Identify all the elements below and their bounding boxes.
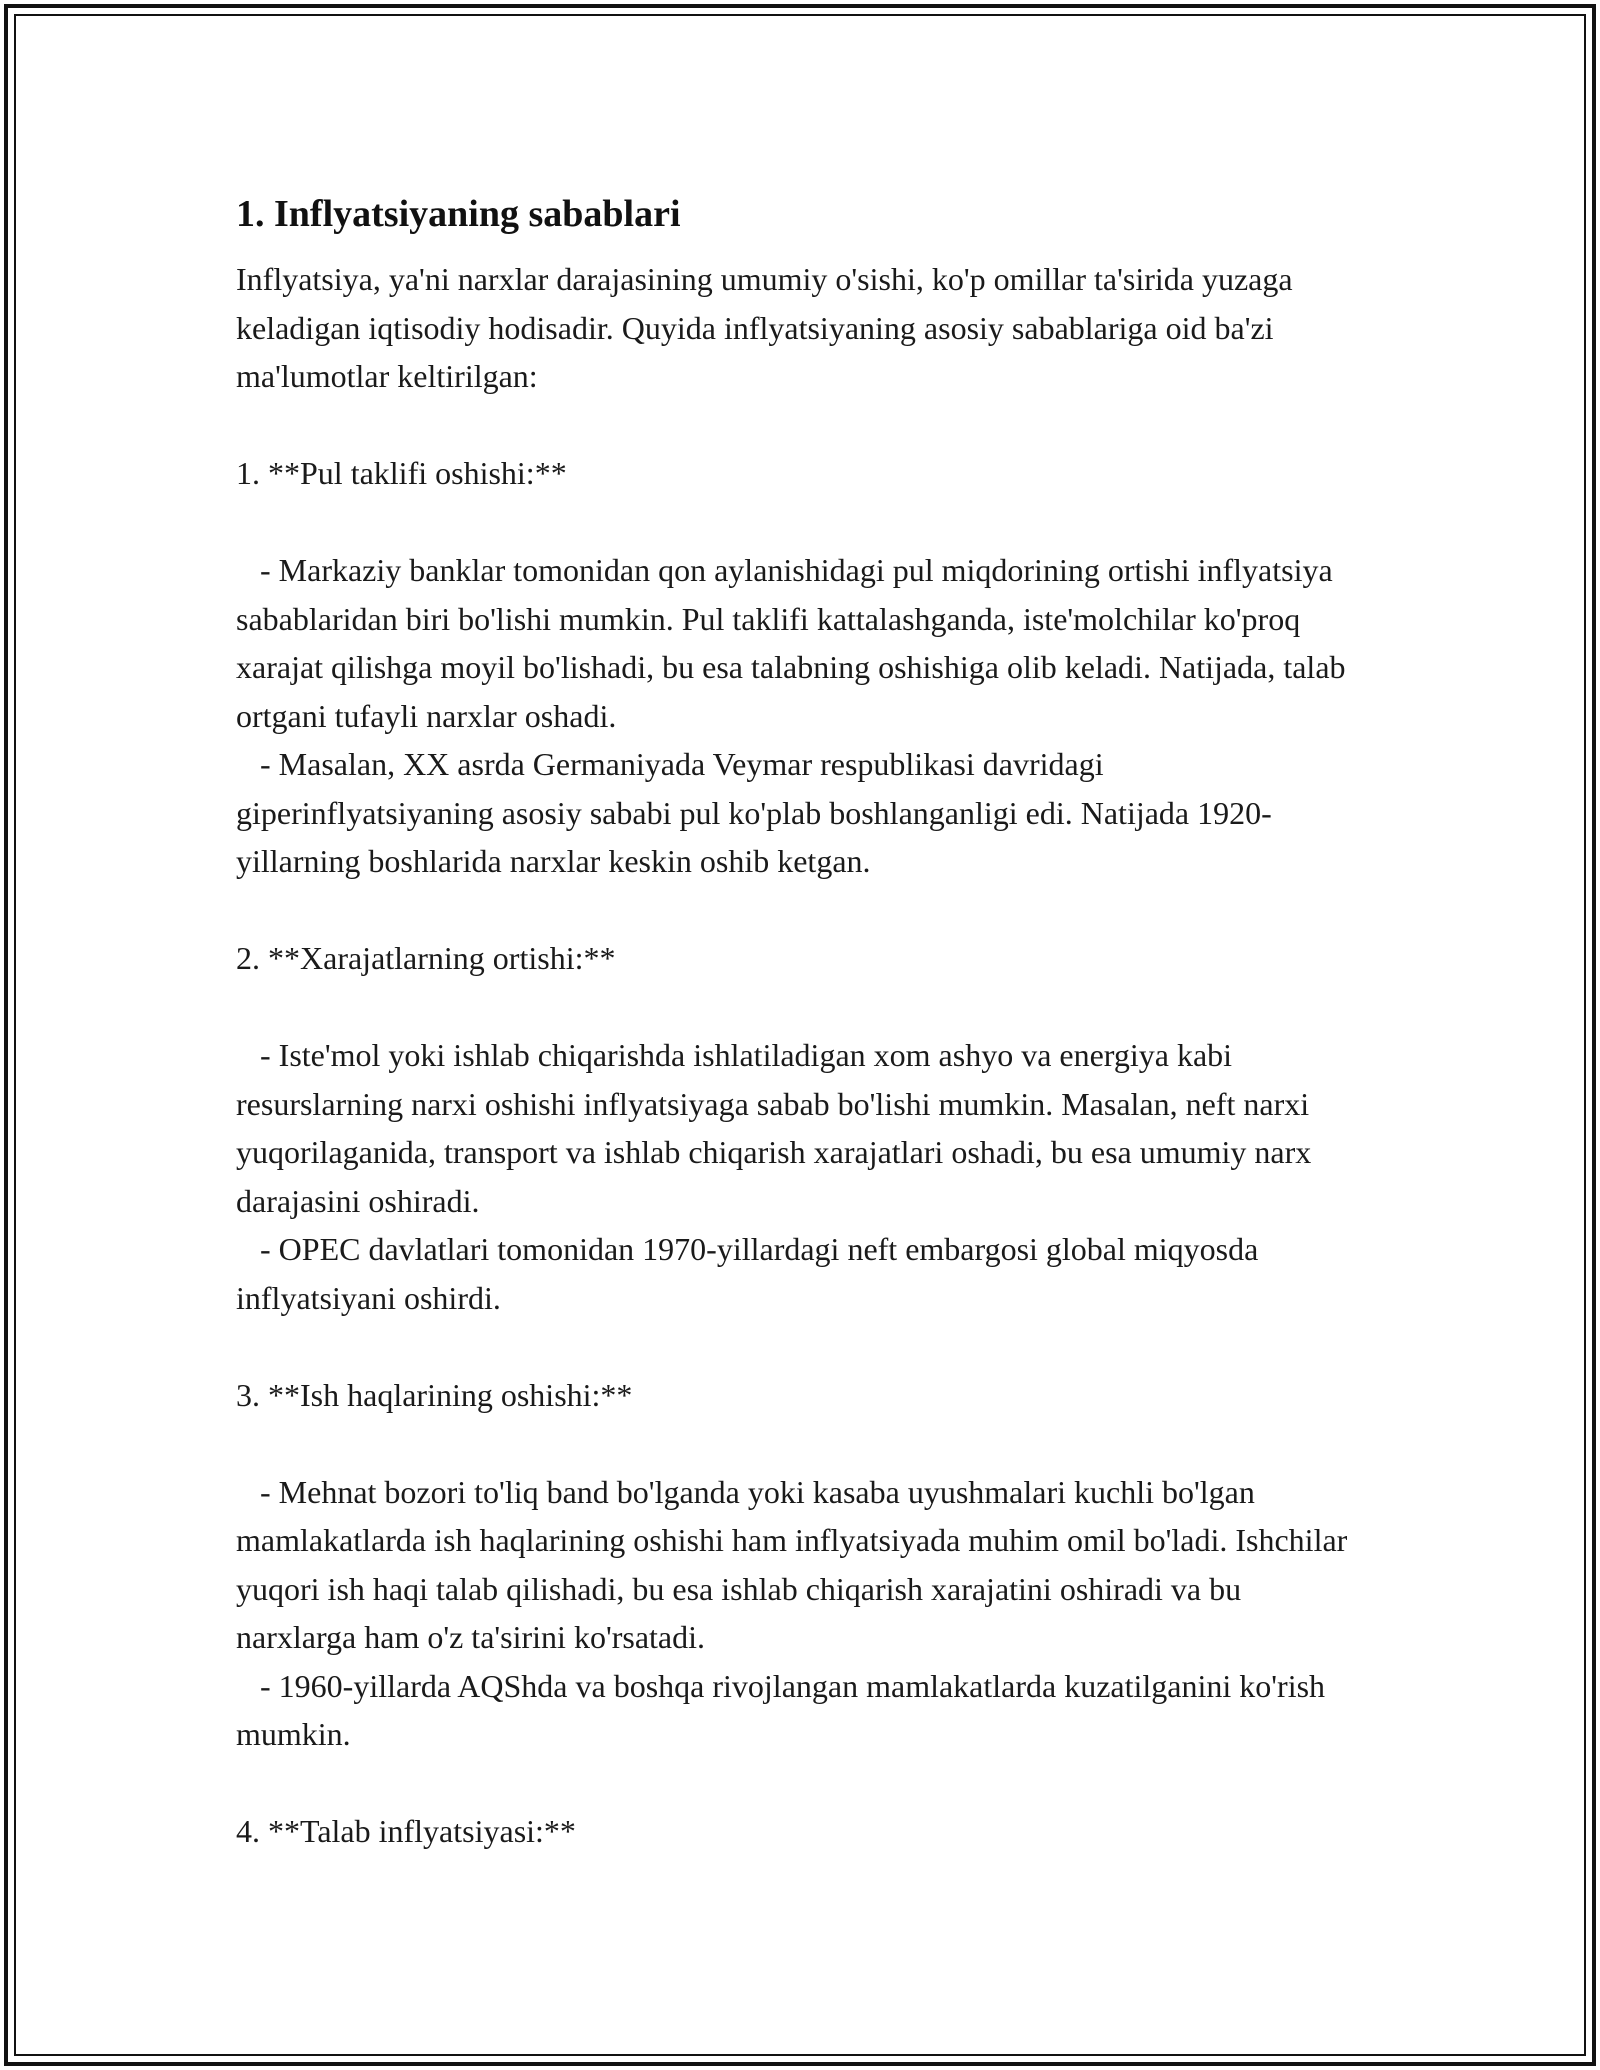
section-3-bullet-1: - Mehnat bozori to'liq band bo'lganda yoki kasaba uyushmalari kuchli bo'lgan mamlakatlarda ish haqlarining oshishi ham inflyatsiyada muhim omil bo'ladi. Ishchilar yuqori ish haqi talab qilishadi, bu esa ishlab chiqarish xarajatini oshiradi va bu narxlarga ham o'z ta'sirini ko'rsatadi. — [236, 1473, 1356, 1655]
spacer — [236, 983, 1366, 1032]
section-3-bullet-2: - 1960-yillarda AQShda va boshqa rivojlangan mamlakatlarda kuzatilganini ko'rish mumkin. — [236, 1667, 1334, 1752]
document-title: 1. Inflyatsiyaning sabablari — [236, 193, 681, 235]
section-1-bullet-2: - Masalan, XX asrda Germaniyada Veymar respublikasi davridagi giperinflyatsiyaning asosiy sababi pul ko'plab boshlanganligi edi. Natijada 1920-yillarning boshlarida narxlar keskin oshib ketgan. — [236, 746, 1272, 879]
section-heading-2: 2. **Xarajatlarning ortishi:** — [236, 940, 616, 976]
spacer — [236, 1322, 1366, 1371]
spacer — [236, 886, 1366, 935]
section-2-bullet-2: - OPEC davlatlari tomonidan 1970-yillardagi neft embargosi global miqyosda inflyatsiyani oshirdi. — [236, 1231, 1267, 1316]
spacer — [236, 1419, 1366, 1468]
spacer — [236, 401, 1366, 450]
section-heading-4: 4. **Talab inflyatsiyasi:** — [236, 1813, 576, 1849]
section-1-bullet-1: - Markaziy banklar tomonidan qon aylanishidagi pul miqdorining ortishi inflyatsiya sabablaridan biri bo'lishi mumkin. Pul taklifi kattalashganda, iste'molchilar ko'proq xarajat qilishga moyil bo'lishadi, bu esa talabning oshishiga olib keladi. Natijada, talab ortgani tufayli narxlar oshadi. — [236, 552, 1354, 734]
section-heading-3: 3. **Ish haqlarining oshishi:** — [236, 1376, 633, 1413]
document-body — [236, 185, 1366, 1856]
section-2-bullet-1: - Iste'mol yoki ishlab chiqarishda ishlatiladigan xom ashyo va energiya kabi resurslarning narxi oshishi inflyatsiyaga sabab bo'lishi mumkin. Masalan, neft narxi yuqorilaganida, transport va ishlab chiqarish xarajatlari oshadi, bu esa umumiy narx darajasini oshiradi. — [236, 1037, 1320, 1219]
spacer — [236, 1759, 1366, 1808]
spacer — [236, 498, 1366, 547]
section-heading-1: 1. **Pul taklifi oshishi:** — [236, 455, 567, 491]
intro-paragraph: Inflyatsiya, ya'ni narxlar darajasining umumiy o'sishi, ko'p omillar ta'sirida yuzaga keladigan iqtisodiy hodisadir. Quyida inflyatsiyaning asosiy sabablariga oid ba'zi ma'lumotlar keltirilgan: — [236, 261, 1301, 394]
